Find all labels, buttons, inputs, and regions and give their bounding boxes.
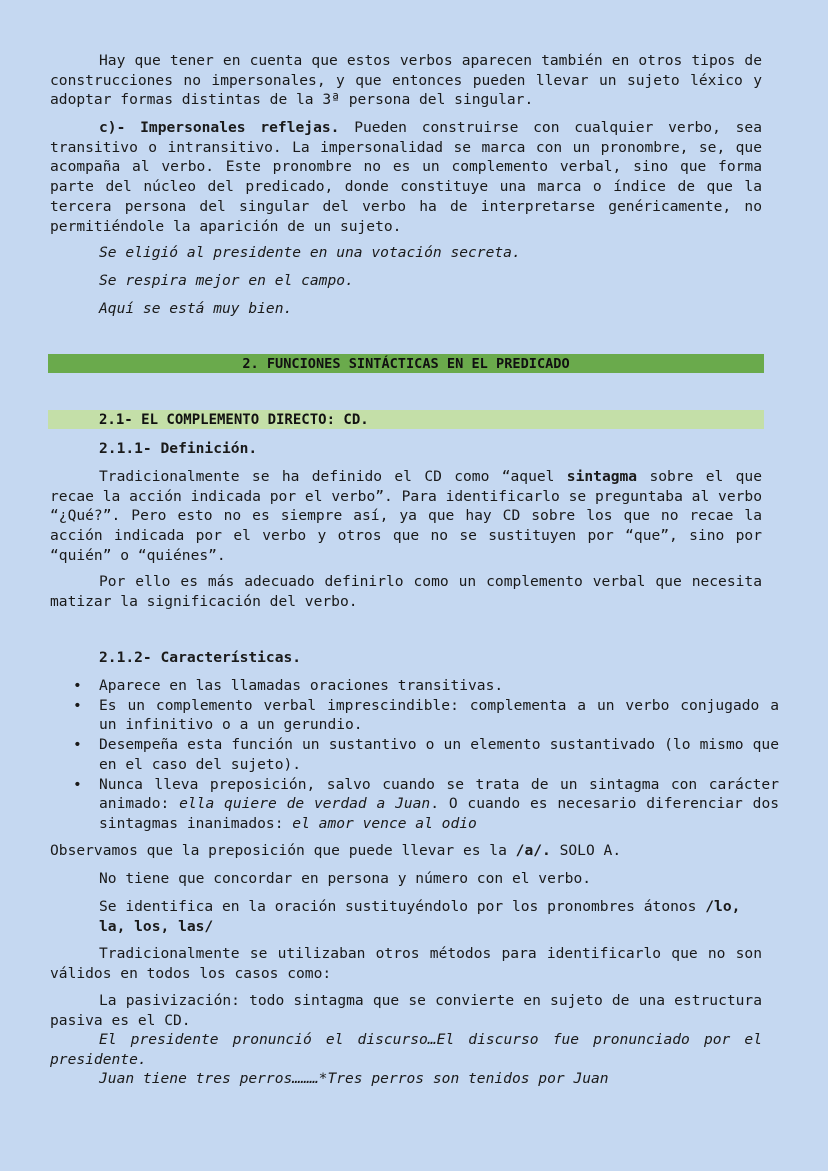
example-sentence: Juan tiene tres perros………*Tres perros son tenidos por Juan (99, 1070, 609, 1087)
bold-term: sintagma (566, 468, 638, 485)
example-inline: el amor vence al odio (292, 814, 477, 832)
text-run: Tradicionalmente se ha definido el CD como “aquel (99, 468, 567, 485)
list-item-text: Nunca lleva preposición, salvo cuando se trata de un sintagma con carácter animado: (99, 775, 779, 813)
text-run: SOLO A. (550, 842, 622, 859)
section-title: 2. FUNCIONES SINTÁCTICAS EN EL PREDICADO (48, 354, 764, 373)
list-item (73, 735, 779, 774)
bullet-icon: • (73, 775, 82, 793)
paragraph-definition-2: Por ello es más adecuado definirlo como un complemento verbal que necesita matizar la significación del verbo. (50, 573, 762, 610)
list-item-text: Desempeña esta función un sustantivo o un elemento sustantivado (lo mismo que en el caso del sujeto). (99, 736, 779, 773)
text-run: Observamos que la preposición que puede llevar es la (50, 842, 516, 859)
paragraph-agreement: No tiene que concordar en persona y número con el verbo. (99, 870, 592, 887)
characteristics-heading: 2.1.2- Características. (99, 649, 302, 666)
text-run: Se identifica en la oración sustituyéndolo por los pronombres átonos (99, 898, 706, 915)
bold-term: /a/. (515, 842, 551, 859)
list-item-text: Es un complemento verbal imprescindible: complementa a un verbo conjugado a un infinitivo o a un gerundio. (99, 696, 779, 734)
bold-term: /lo, la, los, las/ (99, 898, 741, 935)
list-item (73, 696, 779, 735)
paragraph-pasivizacion: La pasivización: todo sintagma que se convierte en sujeto de una estructura pasiva es el CD. (50, 992, 762, 1029)
paragraph-body: Pueden construirse con cualquier verbo, sea transitivo o intransitivo. La impersonalidad se marca con un pronombre, se, que acompaña al verbo. Este pronombre no es un complemento verbal, sino que forma parte del núcleo del predicado, donde constituye una marca o índice de que la tercera persona del singular del verbo ha de interpretarse genéricamente, no permitiéndole la aparición de un sujeto. (50, 119, 762, 235)
characteristics-list (73, 676, 780, 834)
paragraph-identification (99, 897, 762, 936)
list-item (73, 775, 780, 834)
list-item-text: . O cuando es necesario diferenciar dos sintagmas inanimados: (99, 795, 780, 832)
text-run: sobre el que recae la acción indicada por el verbo”. Para identificarlo se preguntaba al verbo “¿Qué?”. Pero esto no es siempre así, ya que hay CD sobre los que no recae la acción indicada por el verbo y otros que no se sustituyen por “que”, sino por “quién” o “quiénes”. (50, 468, 762, 564)
subsection-title-bar (48, 410, 764, 429)
paragraph-traditional-methods: Tradicionalmente se utilizaban otros métodos para identificarlo que no son válidos en todos los casos como: (50, 945, 762, 982)
definition-heading: 2.1.1- Definición. (99, 440, 258, 457)
paragraph-observation (50, 841, 762, 861)
paragraph-heading: c)- Impersonales reflejas. (99, 119, 340, 136)
paragraph-definition (50, 467, 762, 566)
paragraph-impersonales-reflejas (50, 118, 762, 236)
example-sentence: Aquí se está muy bien. (99, 300, 293, 317)
example-sentence: Se respira mejor en el campo. (99, 272, 354, 289)
list-item (73, 676, 779, 696)
bullet-icon: • (73, 736, 82, 754)
bullet-icon: • (73, 696, 82, 714)
example-sentence: Se eligió al presidente en una votación secreta. (99, 244, 521, 261)
example-inline: ella quiere de verdad a Juan (179, 795, 431, 813)
subsection-title: 2.1- EL COMPLEMENTO DIRECTO: CD. (99, 412, 369, 428)
list-item-text: Aparece en las llamadas oraciones transitivas. (99, 677, 504, 694)
bullet-icon: • (73, 677, 82, 694)
paragraph-impersonal-note: Hay que tener en cuenta que estos verbos aparecen también en otros tipos de construcciones no impersonales, y que entonces pueden llevar un sujeto léxico y adoptar formas distintas de la 3ª persona del singular. (50, 52, 762, 109)
example-sentence: El presidente pronunció el discurso…El discurso fue pronunciado por el presidente. (50, 1031, 762, 1068)
